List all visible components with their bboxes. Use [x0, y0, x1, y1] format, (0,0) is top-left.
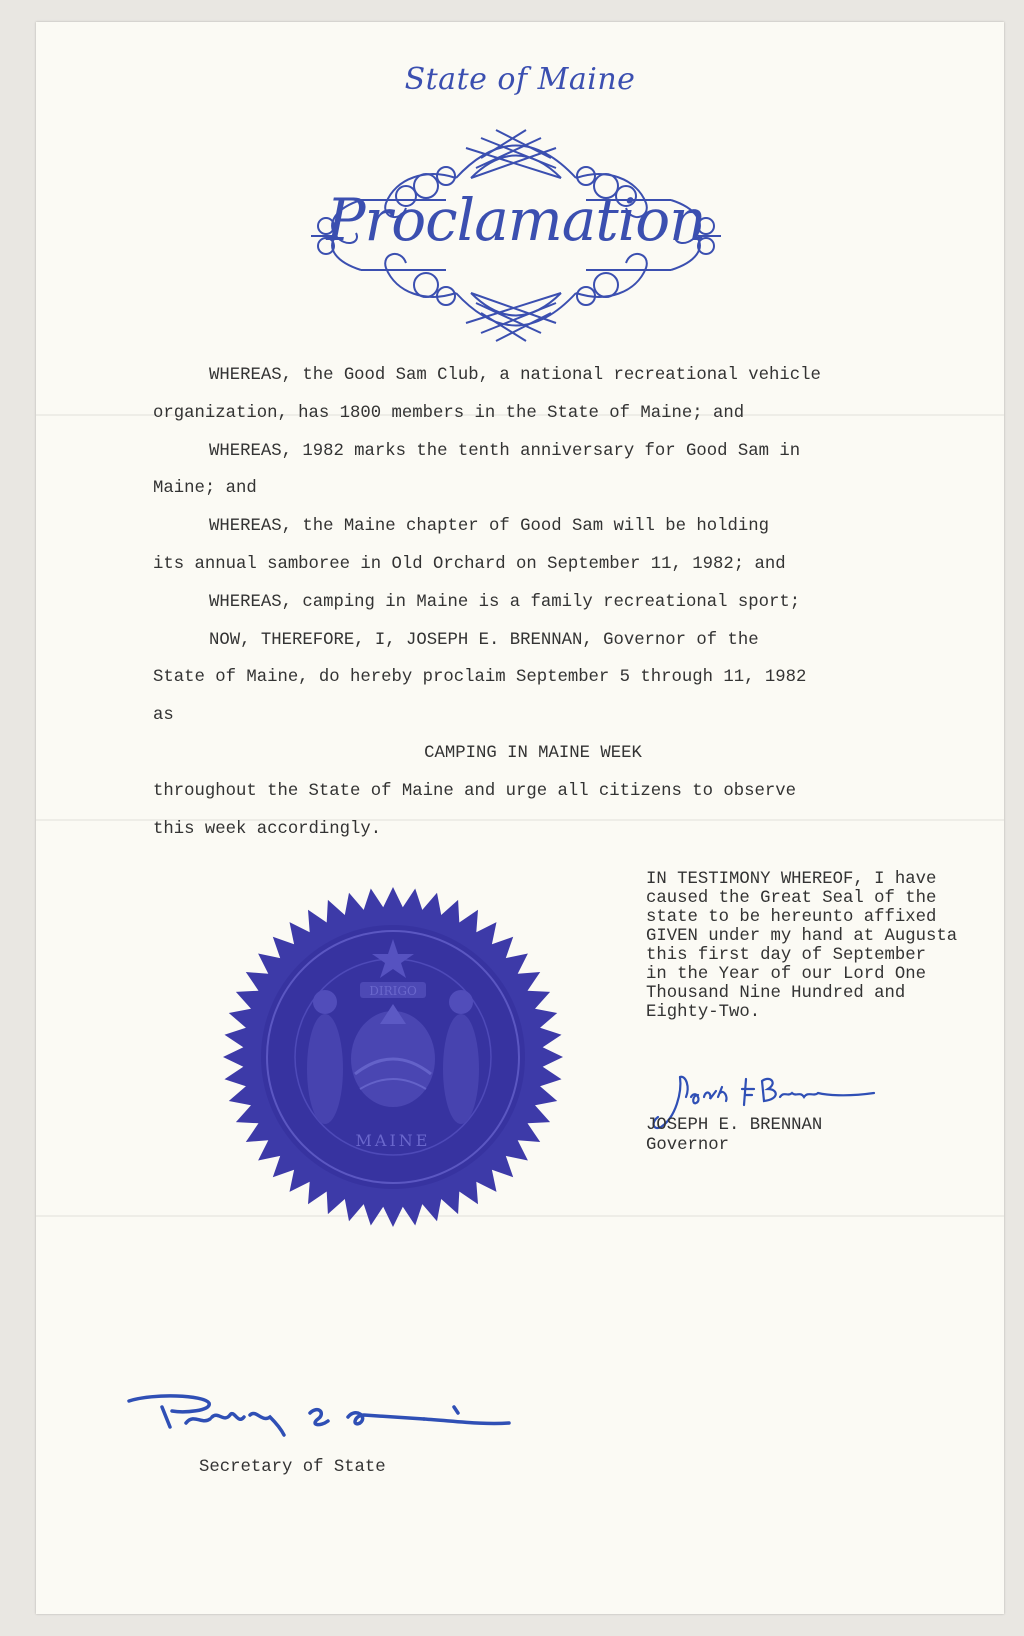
- whereas-line: WHEREAS, the Maine chapter of Good Sam will be holding: [209, 517, 770, 537]
- seal-ribbon-text: DIRIGO: [369, 984, 417, 998]
- secretary-signature-image: [124, 1387, 534, 1457]
- body-line: this week accordingly.: [153, 819, 382, 839]
- proclamation-document: [36, 22, 1004, 1614]
- great-seal: [220, 884, 566, 1230]
- state-title: State of Maine: [404, 62, 636, 97]
- whereas-line: WHEREAS, camping in Maine is a family recreational sport;: [209, 592, 801, 612]
- body-line: organization, has 1800 members in the State of Maine; and: [153, 403, 745, 423]
- great-seal-icon: [220, 884, 566, 1230]
- whereas-line: WHEREAS, the Good Sam Club, a national recreational vehicle: [209, 366, 821, 385]
- body-line: as: [153, 706, 174, 726]
- body-line: its annual samboree in Old Orchard on September 11, 1982; and: [153, 554, 786, 574]
- whereas-line: WHEREAS, 1982 marks the tenth anniversary for Good Sam in: [209, 441, 801, 461]
- secretary-of-state-label: Secretary of State: [199, 1458, 386, 1477]
- therefore-line: NOW, THEREFORE, I, JOSEPH E. BRENNAN, Governor of the: [209, 630, 759, 650]
- proclamation-cartouche: [306, 108, 726, 358]
- body-line: Maine; and: [153, 479, 257, 499]
- proclaimed-week-title: CAMPING IN MAINE WEEK: [424, 743, 642, 763]
- governor-name: JOSEPH E. BRENNAN: [646, 1116, 823, 1135]
- proclamation-body: [153, 357, 933, 848]
- body-line: State of Maine, do hereby proclaim September 5 through 11, 1982: [153, 668, 807, 688]
- seal-bottom-text: MAINE: [355, 1131, 431, 1150]
- secretary-signature: [124, 1387, 534, 1457]
- testimony-block: IN TESTIMONY WHEREOF, I have caused the Great Seal of the state to be hereunto affixed GIVEN under my hand at Augusta this first day of September in the Year of our Lord One Thousand Nine Hundred and Eighty-Two.: [646, 870, 958, 1022]
- proclamation-title: Proclamation: [326, 186, 706, 254]
- body-line: throughout the State of Maine and urge all citizens to observe: [153, 781, 796, 801]
- governor-title: Governor: [646, 1136, 729, 1155]
